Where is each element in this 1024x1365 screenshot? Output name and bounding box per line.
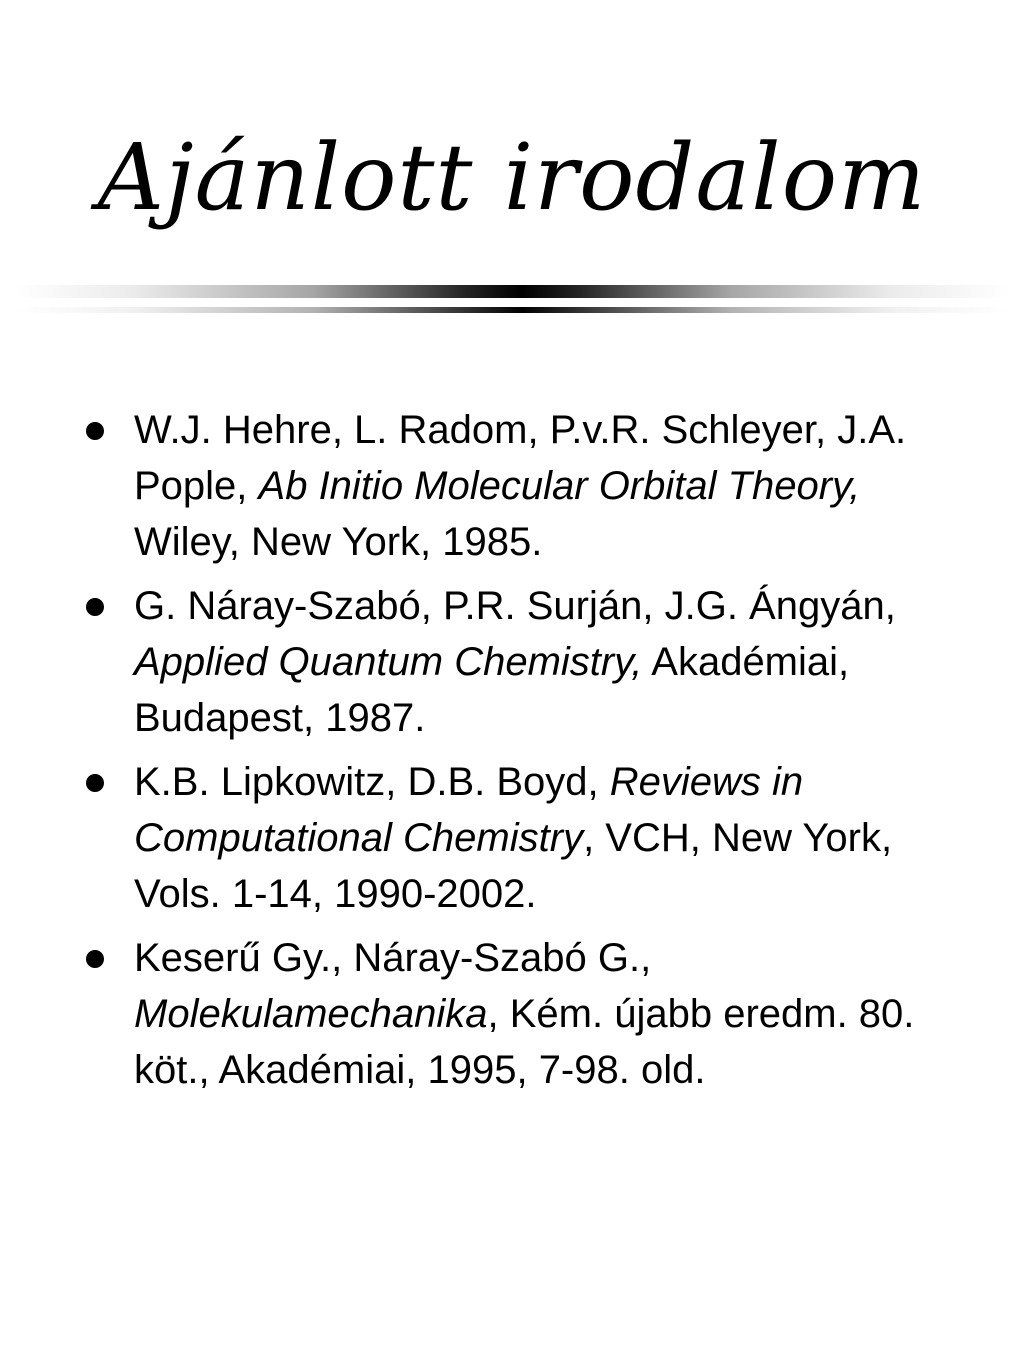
reference-item [0,930,964,1098]
reference-item [0,754,964,922]
reference-title: Reviews in Computational Chemistry [134,760,804,860]
bullet-icon [86,774,104,792]
title-divider-bottom [14,307,1010,313]
reference-authors: K.B. Lipkowitz, D.B. Boyd, [134,760,610,804]
reference-item [0,402,964,570]
reference-publication: Akadémiai, Budapest, 1987. [134,640,850,740]
bullet-icon [86,598,104,616]
title-divider-top [14,285,1010,298]
reference-authors: W.J. Hehre, L. Radom, P.v.R. Schleyer, J.A. Pople, [134,408,907,508]
reference-authors: Keserű Gy., Náray-Szabó G., [134,936,652,980]
reference-title: Molekulamechanika [134,992,488,1036]
reference-publication: , Kém. újabb eredm. 80. köt., Akadémiai, 1995, 7-98. old. [134,992,915,1092]
reference-list [0,402,1024,1106]
reference-title: Ab Initio Molecular Orbital Theory, [258,464,861,508]
slide-title: Ajánlott irodalom [97,124,927,231]
reference-title: Applied Quantum Chemistry, [134,640,643,684]
bullet-icon [86,422,104,440]
reference-authors: G. Náray-Szabó, P.R. Surján, J.G. Ángyán, [134,584,896,628]
reference-publication: Wiley, New York, 1985. [134,520,543,564]
reference-publication: , VCH, New York, Vols. 1-14, 1990-2002. [134,816,893,916]
reference-item [0,578,964,746]
bullet-icon [86,950,104,968]
